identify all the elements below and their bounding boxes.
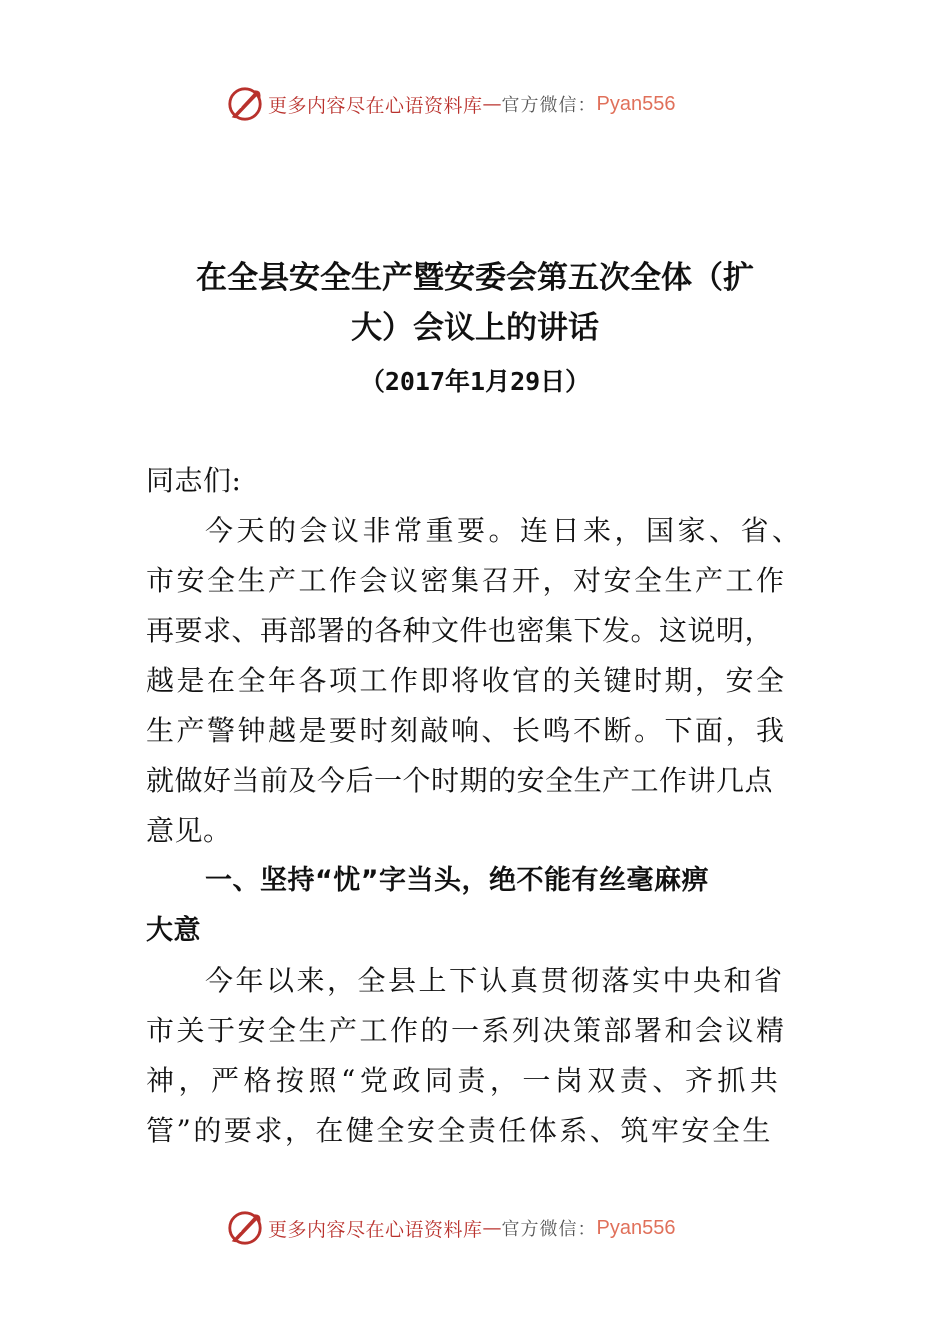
salutation: 同志们: bbox=[146, 464, 242, 497]
watermark-brand-text: 更多内容尽在心语资料库 bbox=[268, 94, 483, 117]
watermark-official-label: 官方微信： bbox=[501, 1219, 597, 1240]
quill-logo-icon bbox=[226, 1209, 264, 1247]
paragraph-line: 今天的会议非常重要。连日来，国家、省、 bbox=[205, 514, 804, 547]
watermark-official-label: 官方微信： bbox=[501, 95, 597, 116]
paragraph-line: 生产警钟越是要时刻敲响、长鸣不断。下面，我 bbox=[146, 714, 787, 747]
paragraph-line: 意见。 bbox=[146, 814, 232, 847]
quill-logo-icon bbox=[226, 85, 264, 123]
watermark-banner-bottom bbox=[226, 1208, 675, 1248]
paragraph-line: 今年以来，全县上下认真贯彻落实中央和省 bbox=[205, 964, 785, 997]
watermark-wechat-id: Pyan556 bbox=[596, 92, 676, 115]
watermark-brand-text: 更多内容尽在心语资料库 bbox=[268, 1218, 483, 1241]
watermark-wechat-id: Pyan556 bbox=[596, 1216, 676, 1239]
section-heading-continued: 大意 bbox=[146, 915, 201, 946]
paragraph-line: 市安全生产工作会议密集召开，对安全生产工作 bbox=[146, 564, 787, 597]
paragraph-line: 市关于安全生产工作的一系列决策部署和会议精 bbox=[146, 1014, 787, 1047]
watermark-dash: — bbox=[482, 93, 502, 115]
paragraph-line: 就做好当前及今后一个时期的安全生产工作讲几点 bbox=[146, 764, 774, 797]
document-title-line-2: 大）会议上的讲话 bbox=[351, 310, 599, 346]
paragraph-line: 管”的要求，在健全安全责任体系、筑牢安全生 bbox=[146, 1114, 773, 1147]
document-body bbox=[146, 456, 816, 1156]
document-title-line-1: 在全县安全生产暨安委会第五次全体（扩 bbox=[196, 260, 754, 296]
paragraph-line: 再要求、再部署的各种文件也密集下发。这说明， bbox=[146, 614, 774, 647]
paragraph-line: 越是在全年各项工作即将收官的关键时期，安全 bbox=[146, 664, 787, 697]
paragraph-line: 神，严格按照“党政同责，一岗双责、齐抓共 bbox=[146, 1064, 783, 1097]
document-date: （2017年1月29日） bbox=[359, 367, 591, 396]
watermark-banner-top bbox=[226, 84, 675, 124]
watermark-dash: — bbox=[482, 1217, 502, 1239]
section-heading: 一、坚持“忧”字当头，绝不能有丝毫麻痹 bbox=[205, 865, 709, 896]
